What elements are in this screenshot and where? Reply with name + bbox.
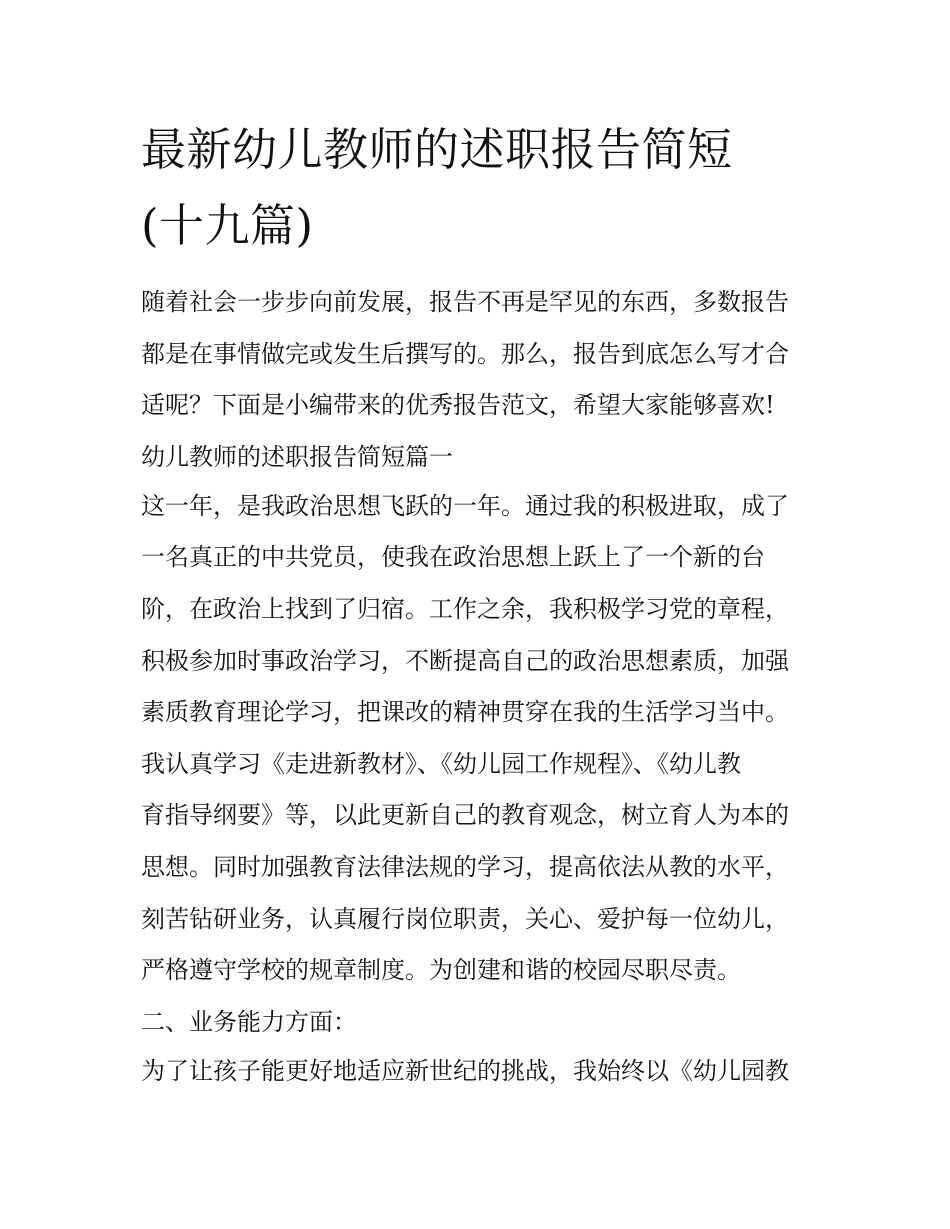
document-title: 最新幼儿教师的述职报告简短 (十九篇) <box>141 123 733 252</box>
body-line: 我认真学习《走进新教材》、《幼儿园工作规程》、《幼儿教 <box>141 749 741 778</box>
body-line: 都是在事情做完或发生后撰写的。那么，报告到底怎么写才合 <box>141 339 789 368</box>
body-line: 严格遵守学校的规章制度。为创建和谐的校园尽职尽责。 <box>141 956 741 985</box>
body-line: 适呢？下面是小编带来的优秀报告范文，希望大家能够喜欢! <box>141 391 775 420</box>
body-line: 积极参加时事政治学习，不断提高自己的政治思想素质，加强 <box>141 646 789 675</box>
body-line: 随着社会一步步向前发展，报告不再是罕见的东西，多数报告 <box>141 288 789 316</box>
body-line: 育指导纲要》等，以此更新自己的教育观念，树立育人为本的 <box>141 801 789 830</box>
body-line: 一名真正的中共党员，使我在政治思想上跃上了一个新的台 <box>141 543 765 572</box>
body-line: 思想。同时加强教育法律法规的学习，提高依法从教的水平， <box>141 852 789 881</box>
section-heading-part-one: 幼儿教师的述职报告简短篇一 <box>141 442 453 471</box>
body-line: 素质教育理论学习，把课改的精神贯穿在我的生活学习当中。 <box>141 698 789 727</box>
body-line: 这一年，是我政治思想飞跃的一年。通过我的积极进取，成了 <box>141 491 789 520</box>
body-line: 阶，在政治上找到了归宿。工作之余，我积极学习党的章程， <box>141 594 789 623</box>
document-body <box>141 282 821 1102</box>
body-line: 为了让孩子能更好地适应新世纪的挑战，我始终以《幼儿园教 <box>141 1056 789 1085</box>
section-heading-business-ability: 二、业务能力方面： <box>141 1007 357 1036</box>
body-line: 刻苦钻研业务，认真履行岗位职责，关心、爱护每一位幼儿， <box>141 904 789 933</box>
